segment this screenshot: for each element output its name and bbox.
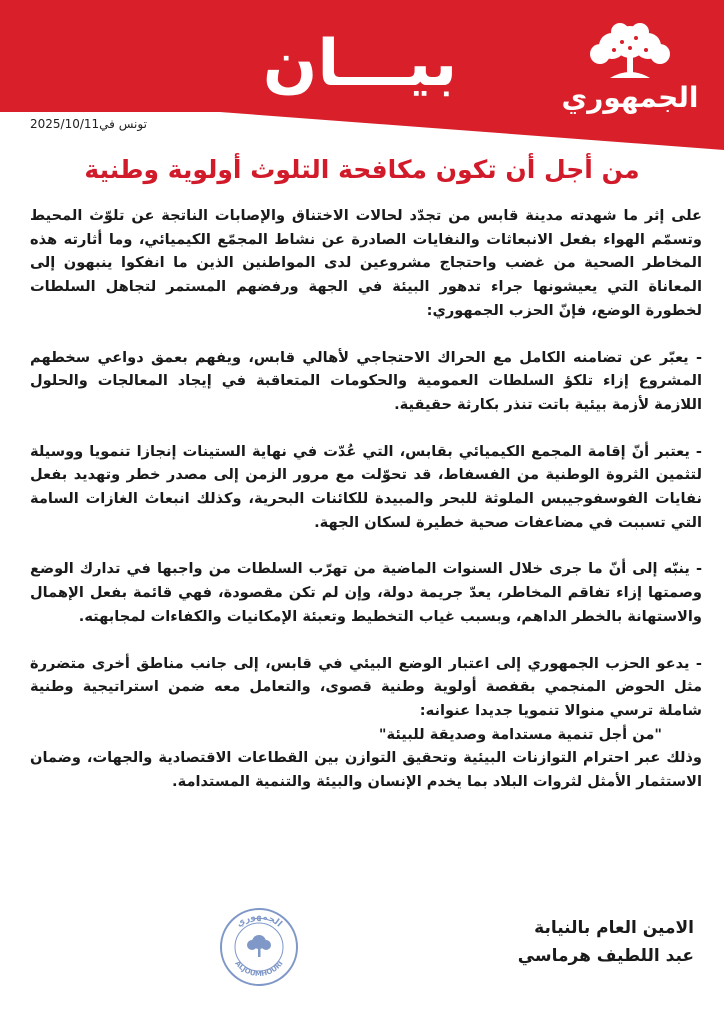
document-type-title: بيـــان: [262, 27, 458, 101]
party-logo: [560, 22, 700, 122]
statement-body: [30, 204, 702, 794]
party-stamp: [218, 906, 300, 988]
stamp-tree-icon: [247, 935, 271, 957]
signatory-name: عبد اللطيف هرماسي: [517, 946, 694, 966]
closing-paragraph: وذلك عبر احترام التوازنات البيئية وتحقيق التوازن بين القطاعات الاقتصادية والجهات، وضمان الاستثمار الأمثل لثروات البلاد بما يخدم الإنسان والبيئة والتنمية المستدامة.: [30, 749, 702, 791]
signatory-role: الامين العام بالنيابة: [534, 918, 694, 938]
point-chemical-complex: - يعتبر أنّ إقامة المجمع الكيميائي بقابس، التي عُدّت في نهاية الستينات إنجازا تنمويا ووسيلة لتثمين الثروة الوطنية من الفسفاط، قد تحوّلت مع مرور الزمن إلى مصدر خطر وتهديد بفعل نفايات الفوسفوجيبس الملوثة للبحر والمبيدة للكائنات البحرية، وكذلك انبعاث الغازات السامة التي تسببت في مضاعفات صحية خطيرة لسكان الجهة.: [30, 442, 702, 531]
point-call-to-action: - يدعو الحزب الجمهوري إلى اعتبار الوضع البيئي في قابس، إلى جانب مناطق أخرى متضررة مثل الحوض المنجمي بقفصة أولوية وطنية قصوى، والتعامل معه ضمن استراتيجية وطنية شاملة ترسي منوالا تنمويا جديدا عنوانه:: [30, 654, 702, 719]
date-line: تونس في2025/10/11: [30, 117, 147, 131]
logo-wordmark: الجمهوري: [561, 81, 699, 114]
point-solidarity: - يعبّر عن تضامنه الكامل مع الحراك الاحتجاجي لأهالي قابس، ويفهم بعمق دواعي سخطهم المشروع إزاء تلكؤ السلطات العمومية والحكومات المتعاقبة في إيجاد المعالجات والحلول اللازمة لأزمة بيئية باتت تنذر بكارثة حقيقية.: [30, 348, 702, 413]
statement-heading: من أجل أن تكون مكافحة التلوث أولوية وطنية: [84, 155, 640, 184]
signature-block: [518, 914, 694, 970]
stamp-latin-text: ALJOUMHOURI: [233, 959, 285, 979]
stamp-arabic-text: الجمهوري: [234, 911, 284, 930]
intro-paragraph: على إثر ما شهدته مدينة قابس من تجدّد لحالات الاختناق والإصابات الناتجة عن تلوّث المحيط وتسمّم الهواء بفعل الانبعاثات والنفايات الصادرة عن نشاط المجمّع الكيميائي، وما أثارته هذه المخاطر الصحية من غضب واحتجاج مشروعين لدى المواطنين الذين ما انفكوا ينبهون إلى المعاناة التي يعيشونها جراء تدهور البيئة في الجهة ورفضهم المستمر لتجاهل السلطات لخطورة الوضع، فإنّ الحزب الجمهوري:: [30, 207, 702, 319]
slogan-quote: "من أجل تنمية مستدامة وصديقة للبيئة": [378, 725, 662, 743]
point-state-responsibility: - ينبّه إلى أنّ ما جرى خلال السنوات الماضية من تهرّب السلطات من واجبها في تدارك الوضع وصمتها إزاء تفاقم المخاطر، يعدّ جريمة دولة، وإن لم تكن مقصودة، فهي قائمة بفعل الإهمال والاستهانة بالخطر الداهم، وبسبب غياب التخطيط وتعبئة الإمكانيات والكفاءات لمجابهته.: [30, 560, 702, 625]
